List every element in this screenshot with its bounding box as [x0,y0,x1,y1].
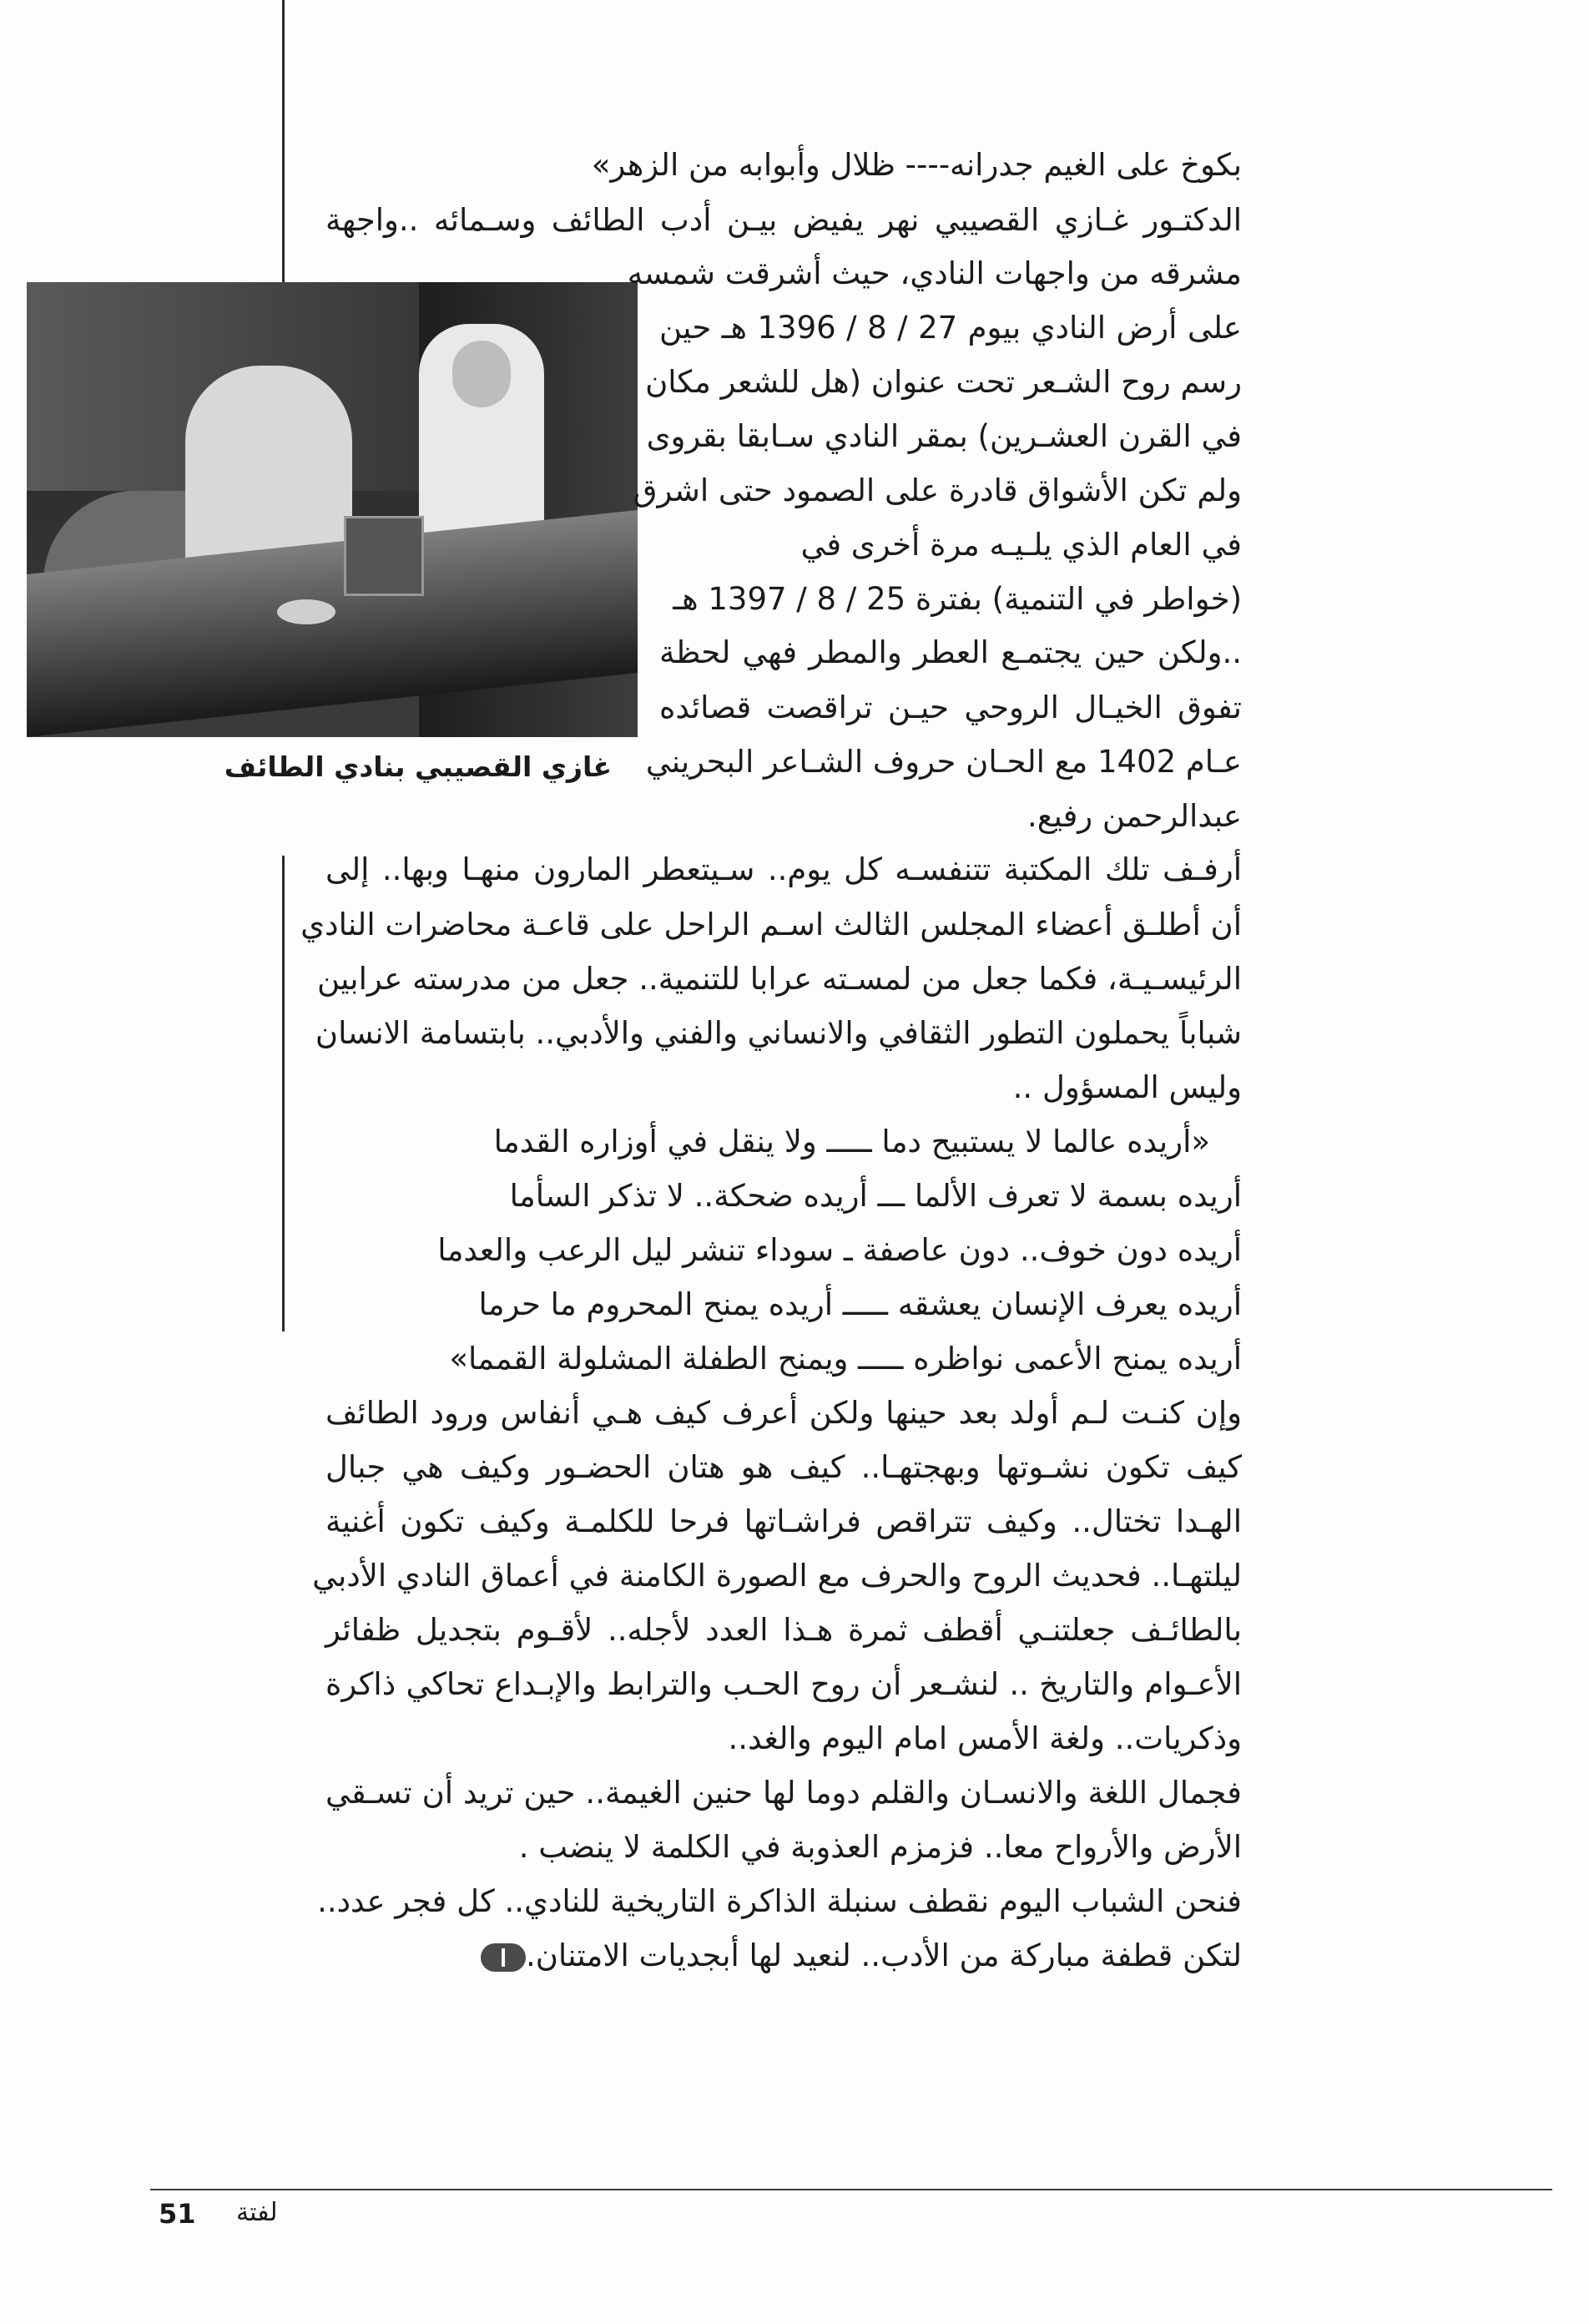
body-line: شباباً يحملون التطور الثقافي والانساني والفني والأدبي.. بابتسامة الانسان [315,1015,1242,1051]
body-line: مشرقه من واجهات النادي، حيث أشرقت شمسه [627,255,1242,291]
body-line: عـام 1402 مع الحـان حروف الشـاعر البحريني [645,744,1242,780]
poem-line: أريده بسمة لا تعرف الألما ـــ أريده ضحكة.. لا تذكر السأما [509,1178,1242,1214]
body-line: على أرض النادي بيوم 27 / 8 / 1396 هـ حين [659,310,1242,346]
photo-caption: غازي القصيبي بنادي الطائف [224,750,612,783]
final-line-text: لتكن قطفة مباركة من الأدب.. لنعيد لها أبجديات الامتنان. [526,1938,1242,1973]
body-line: وليس المسؤول .. [1012,1069,1242,1105]
body-line: الأرض والأرواح معا.. فزمزم العذوبة في الكلمة لا ينضب . [518,1829,1242,1865]
body-line: في القرن العشـرين) بمقر النادي سـابقا بقروى [646,418,1242,454]
footer-rule [150,2189,1552,2190]
poem-line: «أريده عالما لا يستبيح دما ـــــ ولا ينقل في أوزاره القدما [493,1124,1210,1159]
side-vertical-rule [282,856,285,1331]
body-line: ليلتهـا.. فحديث الروح والحرف مع الصورة الكامنة في أعماق النادي الأدبي [312,1558,1242,1594]
body-line: أن أطلـق أعضاء المجلس الثالث اسـم الراحل على قاعـة محاضرات النادي [300,907,1242,942]
poem-line: أريده يعرف الإنسان يعشقه ـــــ أريده يمنح المحروم ما حرما [478,1286,1242,1322]
top-vertical-rule [282,0,285,288]
body-line: وذكريات.. ولغة الأمس امام اليوم والغد.. [728,1720,1242,1756]
body-line: تفوق الخيـال الروحي حيـن تراقصت قصائده [659,690,1242,725]
body-line: أرفـف تلك المكتبة تتنفسـه كل يوم.. سـيتعطر المارون منهـا وبها.. إلى [325,851,1242,887]
body-line: وإن كنـت لـم أولد بعد حينها ولكن أعرف كيف هـي أنفاس ورود الطائف [325,1395,1242,1431]
poem-line: أريده يمنح الأعمى نواظره ـــــ ويمنح الطفلة المشلولة القمما» [449,1341,1242,1377]
body-line: عبدالرحمن رفيع. [1027,798,1242,834]
body-line: كيف تكون نشـوتها وبهجتهـا.. كيف هو هتان الحضـور وكيف هي جبال [325,1449,1242,1485]
body-line: الرئيسـيـة، فكما جعل من لمسـته عرابا للتنمية.. جعل من مدرسته عرابين [316,961,1242,997]
body-line: بكوخ على الغيم جدرانه---- ظلال وأبوابه من الزهر» [591,147,1242,183]
body-line: ..ولكن حين يجتمـع العطر والمطر فهي لحظة [659,634,1242,670]
body-line: فجمال اللغة والانسـان والقلم دوما لها حنين الغيمة.. حين تريد أن تسـقي [325,1775,1242,1811]
photo-ghazi-algosaibi [27,282,638,737]
article-end-icon [481,1943,526,1972]
body-line: في العام الذي يلـيـه مرة أخرى في [800,527,1242,563]
body-line: بالطائـف جعلتنـي أقطف ثمرة هـذا العدد لأجله.. لأقـوم بتجديل ظفائر [325,1612,1242,1648]
page-number: 51 [159,2198,196,2230]
body-line: رسم روح الشـعر تحت عنوان (هل للشعر مكان [645,364,1242,400]
magazine-name: لفتة [236,2198,278,2227]
poem-line: أريده دون خوف.. دون عاصفة ـ سوداء تنشر ليل الرعب والعدما [437,1232,1242,1268]
body-line-final [325,1931,1242,1981]
body-line: الأعـوام والتاريخ .. لنشـعر أن روح الحـب والترابط والإبـداع تحاكي ذاكرة [325,1666,1242,1702]
body-line: فنحن الشباب اليوم نقطف سنبلة الذاكرة التاريخية للنادي.. كل فجر عدد.. [317,1883,1242,1919]
body-line: الدكتـور غـازي القصيبي نهر يفيض بيـن أدب الطائف وسـمائه ..واجهة [325,202,1242,238]
body-line: ولم تكن الأشواق قادرة على الصمود حتى اشرق [633,472,1242,508]
body-line: (خواطر في التنمية) بفترة 25 / 8 / 1397 هـ [673,581,1242,617]
body-line: الهـدا تختال.. وكيف تتراقص فراشـاتها فرحا للكلمـة وكيف تكون أغنية [325,1503,1242,1539]
